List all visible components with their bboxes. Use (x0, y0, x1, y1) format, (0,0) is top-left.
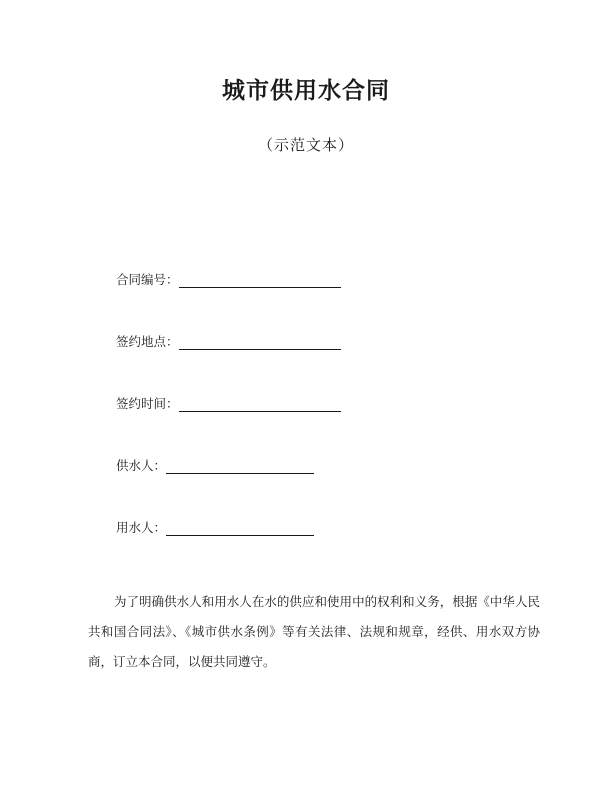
sign-time-blank (179, 397, 341, 412)
sign-place-blank (179, 335, 341, 350)
contract-number-blank (179, 273, 341, 288)
supplier-label: 供水人： (116, 458, 167, 473)
user-label: 用水人： (116, 520, 167, 535)
user-blank (166, 521, 314, 536)
document-subtitle: （示范文本） (257, 136, 354, 154)
sign-time-label: 签约时间： (116, 396, 179, 411)
contract-number-label: 合同编号： (116, 272, 179, 287)
sign-place-field (116, 332, 341, 350)
sign-place-label: 签约地点： (116, 334, 179, 349)
supplier-blank (166, 459, 314, 474)
intro-paragraph: 为了明确供水人和用水人在水的供应和使用中的权利和义务，根据《中华人民共和国合同法》、《城市供水条例》等有关法律、法规和规章，经供、用水双方协商，订立本合同，以便共同遵守。 (88, 593, 540, 669)
user-field (116, 518, 314, 536)
document-title: 城市供用水合同 (222, 78, 390, 104)
supplier-field (116, 456, 314, 474)
sign-time-field (116, 394, 341, 412)
contract-number-field (116, 270, 341, 288)
